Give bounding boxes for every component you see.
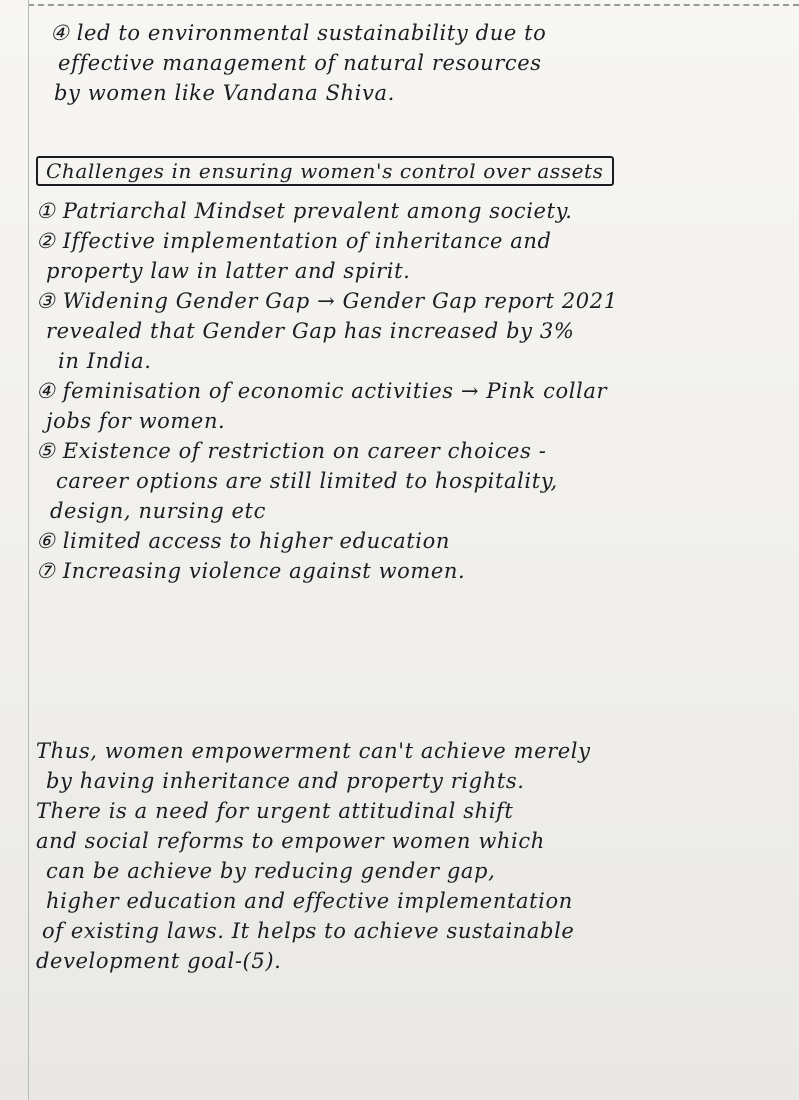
intro-line: effective management of natural resources [58, 51, 542, 75]
point-5-cont: career options are still limited to hospitality, [56, 469, 558, 493]
point-4: ④ feminisation of economic activities → Pink collar [36, 379, 608, 403]
conclusion-line: and social reforms to empower women which [36, 829, 545, 853]
point-2: ② Iffective implementation of inheritance and [36, 229, 552, 253]
conclusion-line: can be achieve by reducing gender gap, [46, 859, 496, 883]
conclusion-line: by having inheritance and property rights. [46, 769, 525, 793]
point-6: ⑥ limited access to higher education [36, 529, 450, 553]
left-margin-line [28, 0, 29, 1100]
point-5: ⑤ Existence of restriction on career choices - [36, 439, 547, 463]
intro-block [36, 18, 791, 108]
heading-block [36, 156, 791, 186]
point-4-cont: jobs for women. [46, 409, 226, 433]
point-7: ⑦ Increasing violence against women. [36, 559, 466, 583]
conclusion-line: development goal-(5). [36, 949, 282, 973]
top-rule [28, 4, 799, 6]
intro-line: ④ led to environmental sustainability due to [50, 21, 547, 45]
intro-line: by women like Vandana Shiva. [54, 81, 395, 105]
point-3-cont: in India. [58, 349, 152, 373]
conclusion-line: of existing laws. It helps to achieve sustainable [42, 919, 575, 943]
conclusion-line: higher education and effective implementation [46, 889, 573, 913]
point-1: ① Patriarchal Mindset prevalent among society. [36, 199, 573, 223]
point-2-cont: property law in latter and spirit. [46, 259, 411, 283]
conclusion-line: Thus, women empowerment can't achieve merely [36, 739, 591, 763]
point-3-cont: revealed that Gender Gap has increased by 3% [46, 319, 575, 343]
point-5-cont: design, nursing etc [50, 499, 266, 523]
conclusion-line: There is a need for urgent attitudinal shift [36, 799, 514, 823]
conclusion-block [36, 736, 791, 976]
point-3: ③ Widening Gender Gap → Gender Gap report 2021 [36, 289, 618, 313]
points-list [36, 196, 791, 586]
section-heading: Challenges in ensuring women's control over assets [36, 156, 614, 186]
